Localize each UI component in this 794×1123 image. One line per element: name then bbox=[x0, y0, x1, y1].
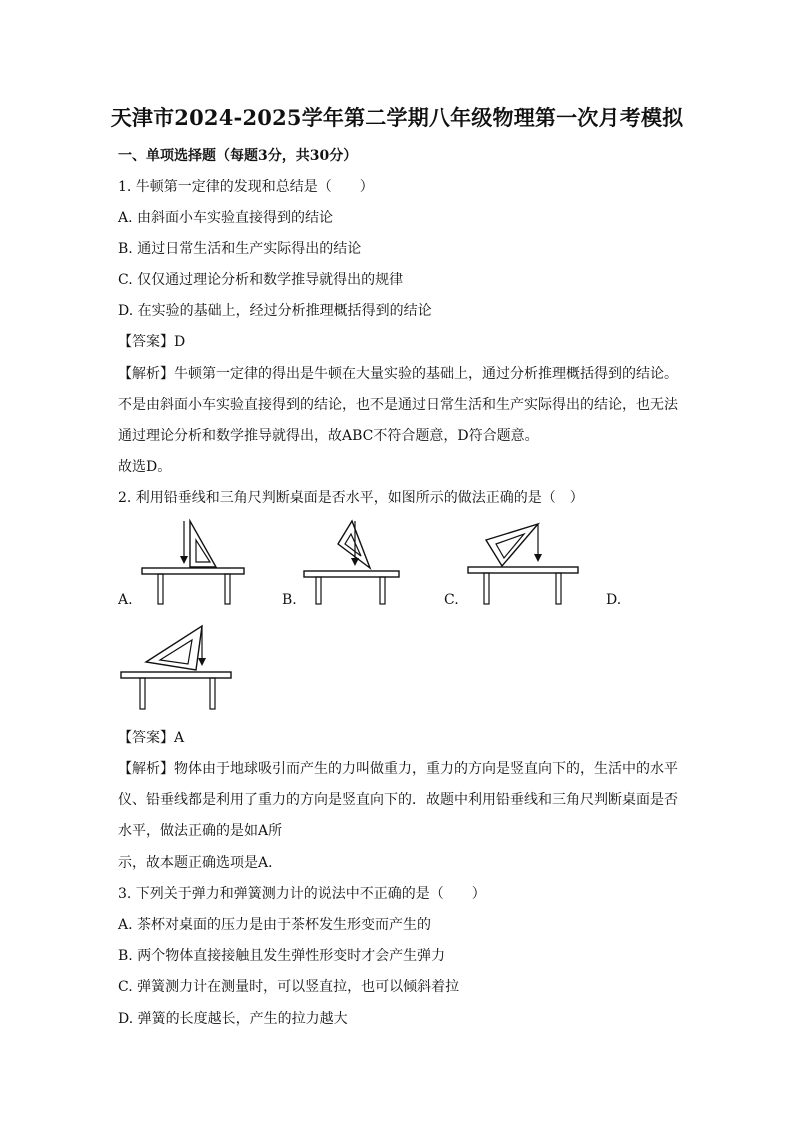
q1-stem: 1. 牛顿第一定律的发现和总结是（ ） bbox=[118, 179, 374, 195]
q1-analysis-line-4: 故选D。 bbox=[118, 459, 172, 475]
q1-answer: 【答案】D bbox=[118, 334, 186, 350]
q1-option-b: B. 通过日常生活和生产实际得出的结论 bbox=[118, 241, 362, 257]
q1-option-a: A. 由斜面小车实验直接得到的结论 bbox=[118, 210, 334, 226]
page-title: 天津市2024-2025学年第二学期八年级物理第一次月考模拟 bbox=[110, 105, 684, 130]
q2-analysis-line-3: 水平，做法正确的是如A所 bbox=[118, 823, 283, 839]
q1-analysis-line-1: 【解析】牛顿第一定律的得出是牛顿在大量实验的基础上，通过分析推理概括得到的结论。 bbox=[118, 366, 678, 382]
q3-option-a: A. 茶杯对桌面的压力是由于茶杯发生形变而产生的 bbox=[118, 917, 432, 933]
q2-figure-a bbox=[138, 518, 248, 608]
q1-option-c: C. 仅仅通过理论分析和数学推导就得出的规律 bbox=[118, 272, 404, 288]
q2-analysis-line-4: 示，故本题正确选项是A． bbox=[118, 855, 283, 871]
q1-option-d: D. 在实验的基础上，经过分析推理概括得到的结论 bbox=[118, 303, 432, 319]
q2-analysis-line-2: 仪、铅垂线都是利用了重力的方向是竖直向下的．故题中利用铅垂线和三角尺判断桌面是否 bbox=[118, 792, 678, 808]
q3-option-b: B. 两个物体直接接触且发生弹性形变时才会产生弹力 bbox=[118, 948, 446, 964]
q1-analysis-line-3: 通过理论分析和数学推导就得出，故ABC不符合题意，D符合题意。 bbox=[118, 428, 539, 444]
q2-figure-c bbox=[464, 518, 584, 608]
q1-analysis-line-2: 不是由斜面小车实验直接得到的结论，也不是通过日常生活和生产实际得出的结论，也无法 bbox=[118, 397, 678, 413]
q3-stem: 3. 下列关于弹力和弹簧测力计的说法中不正确的是（ ） bbox=[118, 886, 486, 902]
q2-stem: 2. 利用铅垂线和三角尺判断桌面是否水平，如图所示的做法正确的是（ ） bbox=[118, 490, 584, 506]
q3-option-d: D. 弹簧的长度越长，产生的拉力越大 bbox=[118, 1011, 348, 1027]
q2-answer: 【答案】A bbox=[118, 730, 185, 746]
q3-option-c: C. 弹簧测力计在测量时，可以竖直拉，也可以倾斜着拉 bbox=[118, 979, 460, 995]
q2-figure-d bbox=[118, 622, 236, 714]
q2-figure-b-label: B. bbox=[282, 592, 297, 608]
q2-figure-d-label: D. bbox=[606, 592, 622, 608]
q2-figure-b bbox=[300, 518, 405, 608]
q2-figure-a-label: A. bbox=[118, 592, 133, 608]
q2-analysis-line-1: 【解析】物体由于地球吸引而产生的力叫做重力，重力的方向是竖直向下的，生活中的水平 bbox=[118, 761, 678, 777]
section-header: 一、单项选择题（每题3分，共30分） bbox=[118, 148, 358, 164]
q2-figure-c-label: C. bbox=[444, 592, 459, 608]
